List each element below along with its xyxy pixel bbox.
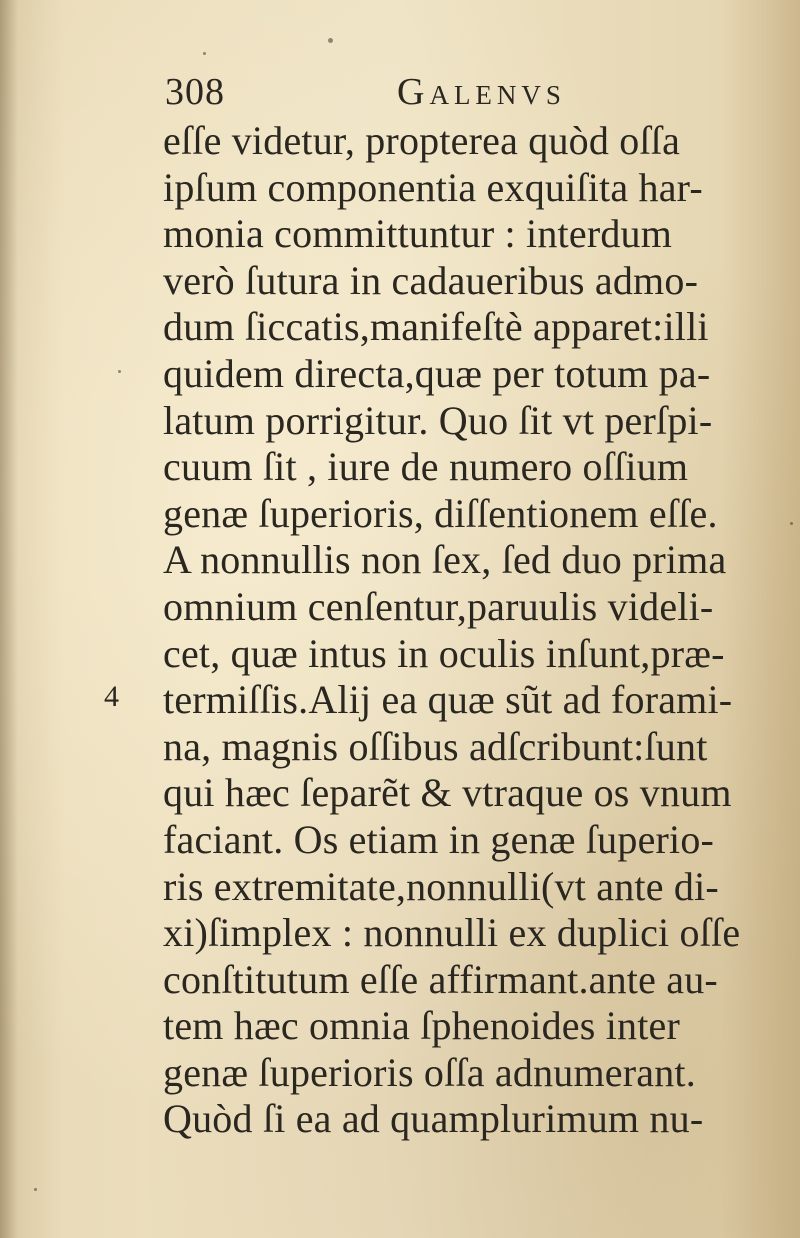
text-line: dum ſiccatis,manifeſtè apparet:illi — [163, 304, 709, 350]
text-line: xi)ſimplex : nonnulli ex duplici oſſe — [163, 910, 741, 956]
body-text — [163, 118, 763, 1143]
text-line: genæ ſuperioris oſſa adnumerant. — [163, 1049, 696, 1095]
text-line: monia committuntur : interdum — [163, 211, 673, 257]
text-line: ipſum componentia exquiſita har- — [163, 164, 703, 210]
text-line: cet, quæ intus in oculis inſunt,præ- — [163, 630, 725, 676]
text-line: A nonnullis non ſex, ſed duo prima — [163, 537, 727, 583]
ink-speck — [34, 1188, 37, 1191]
text-line: termiſſis.Alij ea quæ sũt ad forami- — [163, 677, 733, 723]
ink-speck — [790, 522, 793, 525]
text-line: ris extremitate,nonnulli(vt ante di- — [163, 863, 719, 909]
text-line: genæ ſuperioris, diſſentionem eſſe. — [163, 490, 718, 536]
marginal-note: 4 — [104, 680, 119, 713]
page-number: 308 — [165, 71, 225, 113]
text-line: faciant. Os etiam in genæ ſuperio- — [163, 816, 715, 862]
text-line: omnium cenſentur,paruulis videli- — [163, 583, 714, 629]
text-line: na, magnis oſſibus adſcribunt:ſunt — [163, 723, 708, 769]
text-line: quidem directa,quæ per totum pa- — [163, 350, 711, 396]
ink-speck — [118, 370, 121, 373]
text-line: tem hæc omnia ſphenoides inter — [163, 1003, 680, 1049]
page-gutter-shadow — [0, 0, 18, 1238]
ink-speck — [328, 38, 333, 43]
running-title: Galenvs — [397, 71, 566, 113]
text-line: verò ſutura in cadaueribus admo- — [163, 257, 699, 303]
text-line: eſſe videtur, propterea quòd oſſa — [163, 118, 681, 163]
ink-speck — [203, 52, 206, 55]
text-line: Quòd ſi ea ad quamplurimum nu- — [163, 1096, 704, 1142]
text-line: latum porrigitur. Quo ſit vt perſpi- — [163, 397, 713, 443]
text-line: conſtitutum eſſe affirmant.ante au- — [163, 956, 718, 1002]
text-line: cuum ſit , iure de numero oſſium — [163, 444, 689, 490]
text-line: qui hæc ſeparẽt & vtraque os vnum — [163, 770, 732, 816]
page-header — [165, 70, 765, 120]
